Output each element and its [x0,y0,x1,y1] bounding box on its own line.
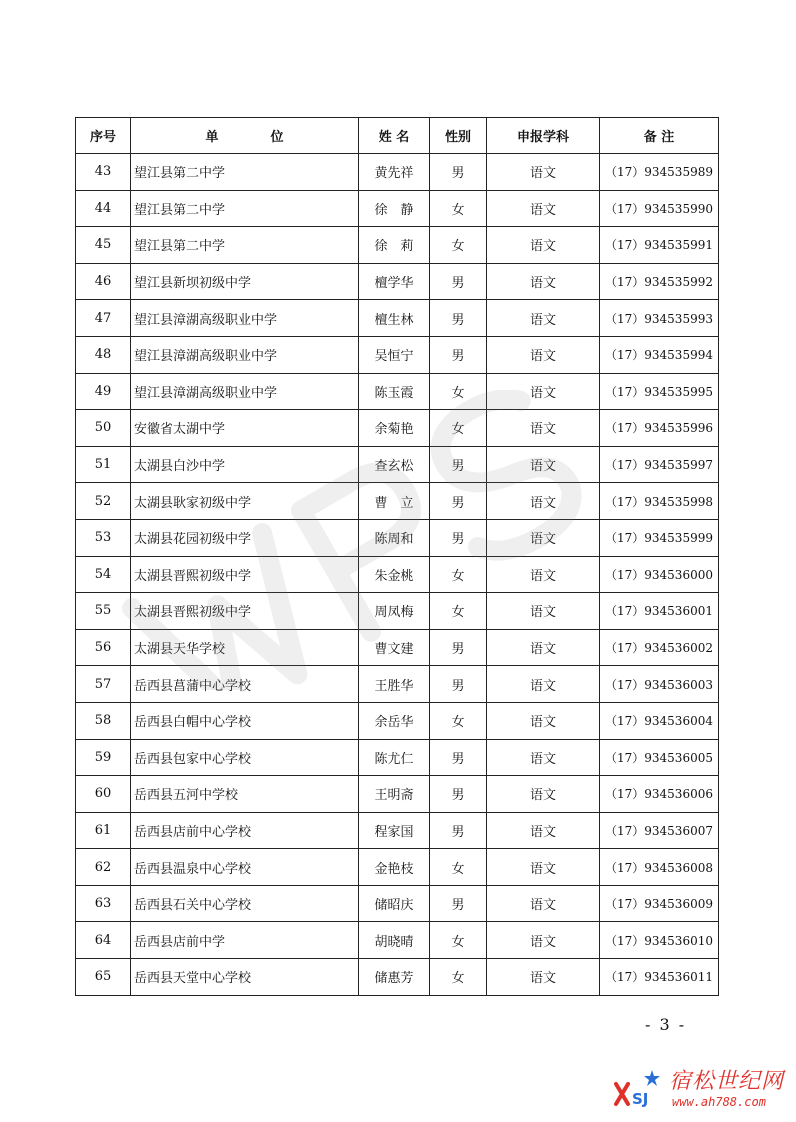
cell-subject: 语文 [487,922,600,959]
table-row [76,922,719,959]
cell-number: 59 [76,739,131,776]
cell-remark: （17）934535997 [600,446,719,483]
table-row [76,190,719,227]
svg-text:SJ: SJ [632,1090,649,1108]
cell-gender: 女 [430,959,487,996]
cell-number: 48 [76,336,131,373]
cell-gender: 男 [430,263,487,300]
xsj-logo-icon [612,1064,668,1116]
cell-name: 朱金桃 [359,556,430,593]
cell-gender: 男 [430,776,487,813]
cell-subject: 语文 [487,629,600,666]
cell-unit: 岳西县白帽中心学校 [131,702,359,739]
table-row [76,483,719,520]
cell-number: 45 [76,227,131,264]
cell-remark: （17）934535998 [600,483,719,520]
header-name: 姓 名 [359,118,430,154]
cell-number: 57 [76,666,131,703]
cell-name: 周凤梅 [359,593,430,630]
table-row [76,154,719,191]
table-row [76,336,719,373]
cell-number: 44 [76,190,131,227]
table-row [76,849,719,886]
cell-gender: 女 [430,227,487,264]
cell-remark: （17）934536011 [600,959,719,996]
header-remark: 备 注 [600,118,719,154]
cell-remark: （17）934535994 [600,336,719,373]
cell-number: 55 [76,593,131,630]
cell-gender: 男 [430,885,487,922]
cell-subject: 语文 [487,263,600,300]
cell-number: 61 [76,812,131,849]
cell-remark: （17）934535996 [600,410,719,447]
cell-subject: 语文 [487,300,600,337]
logo-url: www.ah788.com [672,1095,766,1109]
cell-number: 46 [76,263,131,300]
cell-name: 徐 静 [359,190,430,227]
cell-subject: 语文 [487,959,600,996]
cell-unit: 太湖县天华学校 [131,629,359,666]
table-row [76,227,719,264]
cell-remark: （17）934535999 [600,519,719,556]
cell-unit: 太湖县耿家初级中学 [131,483,359,520]
table-row [76,739,719,776]
cell-unit: 望江县第二中学 [131,190,359,227]
table-row [76,373,719,410]
table-row [76,556,719,593]
cell-name: 余岳华 [359,702,430,739]
cell-subject: 语文 [487,666,600,703]
cell-number: 60 [76,776,131,813]
cell-subject: 语文 [487,373,600,410]
table-row [76,885,719,922]
table-row [76,629,719,666]
cell-gender: 女 [430,190,487,227]
cell-subject: 语文 [487,739,600,776]
cell-unit: 岳西县五河中学校 [131,776,359,813]
cell-remark: （17）934535993 [600,300,719,337]
header-gender: 性别 [430,118,487,154]
cell-gender: 男 [430,666,487,703]
cell-unit: 岳西县菖蒲中心学校 [131,666,359,703]
cell-name: 陈尤仁 [359,739,430,776]
table-row [76,776,719,813]
cell-name: 檀学华 [359,263,430,300]
cell-gender: 男 [430,154,487,191]
cell-unit: 岳西县天堂中心学校 [131,959,359,996]
cell-unit: 安徽省太湖中学 [131,410,359,447]
cell-remark: （17）934536003 [600,666,719,703]
cell-name: 王明斋 [359,776,430,813]
cell-subject: 语文 [487,227,600,264]
cell-unit: 太湖县白沙中学 [131,446,359,483]
cell-remark: （17）934536010 [600,922,719,959]
cell-number: 62 [76,849,131,886]
cell-remark: （17）934535989 [600,154,719,191]
cell-gender: 女 [430,556,487,593]
cell-gender: 女 [430,593,487,630]
cell-name: 胡晓晴 [359,922,430,959]
cell-gender: 女 [430,373,487,410]
cell-gender: 男 [430,812,487,849]
cell-name: 檀生林 [359,300,430,337]
cell-gender: 男 [430,446,487,483]
cell-unit: 岳西县石关中心学校 [131,885,359,922]
cell-number: 65 [76,959,131,996]
cell-number: 54 [76,556,131,593]
cell-unit: 太湖县花园初级中学 [131,519,359,556]
cell-remark: （17）934536007 [600,812,719,849]
table-row [76,593,719,630]
cell-subject: 语文 [487,154,600,191]
table-row [76,959,719,996]
cell-unit: 太湖县晋熙初级中学 [131,556,359,593]
header-unit: 单 位 [131,118,359,154]
cell-name: 储昭庆 [359,885,430,922]
table-row [76,300,719,337]
cell-remark: （17）934535991 [600,227,719,264]
cell-remark: （17）934536001 [600,593,719,630]
cell-name: 曹文建 [359,629,430,666]
table-row [76,446,719,483]
cell-name: 徐 莉 [359,227,430,264]
cell-unit: 望江县漳湖高级职业中学 [131,373,359,410]
cell-gender: 女 [430,849,487,886]
table-row [76,263,719,300]
cell-subject: 语文 [487,446,600,483]
site-logo [612,1064,792,1116]
cell-remark: （17）934536004 [600,702,719,739]
cell-gender: 男 [430,519,487,556]
cell-remark: （17）934535995 [600,373,719,410]
logo-site-name: 宿松世纪网 [669,1069,785,1094]
cell-unit: 望江县漳湖高级职业中学 [131,336,359,373]
cell-subject: 语文 [487,336,600,373]
cell-number: 52 [76,483,131,520]
cell-unit: 望江县第二中学 [131,154,359,191]
cell-number: 49 [76,373,131,410]
cell-remark: （17）934536005 [600,739,719,776]
cell-number: 51 [76,446,131,483]
cell-number: 58 [76,702,131,739]
roster-table [75,117,719,996]
cell-subject: 语文 [487,190,600,227]
cell-unit: 岳西县店前中心学校 [131,812,359,849]
cell-gender: 男 [430,300,487,337]
cell-subject: 语文 [487,812,600,849]
cell-number: 50 [76,410,131,447]
cell-gender: 男 [430,629,487,666]
cell-gender: 女 [430,702,487,739]
cell-subject: 语文 [487,849,600,886]
cell-gender: 男 [430,483,487,520]
cell-subject: 语文 [487,593,600,630]
cell-name: 余菊艳 [359,410,430,447]
cell-name: 程家国 [359,812,430,849]
cell-subject: 语文 [487,776,600,813]
cell-name: 查玄松 [359,446,430,483]
cell-name: 储惠芳 [359,959,430,996]
cell-remark: （17）934536009 [600,885,719,922]
table-header-row [76,118,719,154]
cell-unit: 望江县漳湖高级职业中学 [131,300,359,337]
cell-name: 金艳枝 [359,849,430,886]
cell-subject: 语文 [487,410,600,447]
cell-number: 63 [76,885,131,922]
cell-remark: （17）934536000 [600,556,719,593]
cell-remark: （17）934535990 [600,190,719,227]
table-row [76,812,719,849]
cell-subject: 语文 [487,483,600,520]
cell-unit: 岳西县店前中学 [131,922,359,959]
cell-number: 43 [76,154,131,191]
cell-unit: 太湖县晋熙初级中学 [131,593,359,630]
table-row [76,519,719,556]
cell-name: 王胜华 [359,666,430,703]
cell-gender: 男 [430,739,487,776]
cell-gender: 女 [430,410,487,447]
roster-table-container [75,117,719,996]
cell-unit: 望江县第二中学 [131,227,359,264]
cell-remark: （17）934536002 [600,629,719,666]
cell-number: 47 [76,300,131,337]
page-number: - 3 - [645,1015,687,1034]
cell-name: 陈周和 [359,519,430,556]
cell-gender: 男 [430,336,487,373]
cell-subject: 语文 [487,702,600,739]
cell-remark: （17）934536006 [600,776,719,813]
table-row [76,702,719,739]
cell-remark: （17）934535992 [600,263,719,300]
table-row [76,410,719,447]
cell-number: 64 [76,922,131,959]
cell-gender: 女 [430,922,487,959]
header-subject: 申报学科 [487,118,600,154]
header-number: 序号 [76,118,131,154]
cell-subject: 语文 [487,885,600,922]
cell-name: 吴恒宁 [359,336,430,373]
cell-unit: 望江县新坝初级中学 [131,263,359,300]
cell-unit: 岳西县温泉中心学校 [131,849,359,886]
cell-number: 53 [76,519,131,556]
cell-number: 56 [76,629,131,666]
cell-name: 曹 立 [359,483,430,520]
cell-subject: 语文 [487,519,600,556]
cell-name: 陈玉霞 [359,373,430,410]
cell-name: 黄先祥 [359,154,430,191]
cell-remark: （17）934536008 [600,849,719,886]
cell-subject: 语文 [487,556,600,593]
table-row [76,666,719,703]
cell-unit: 岳西县包家中心学校 [131,739,359,776]
